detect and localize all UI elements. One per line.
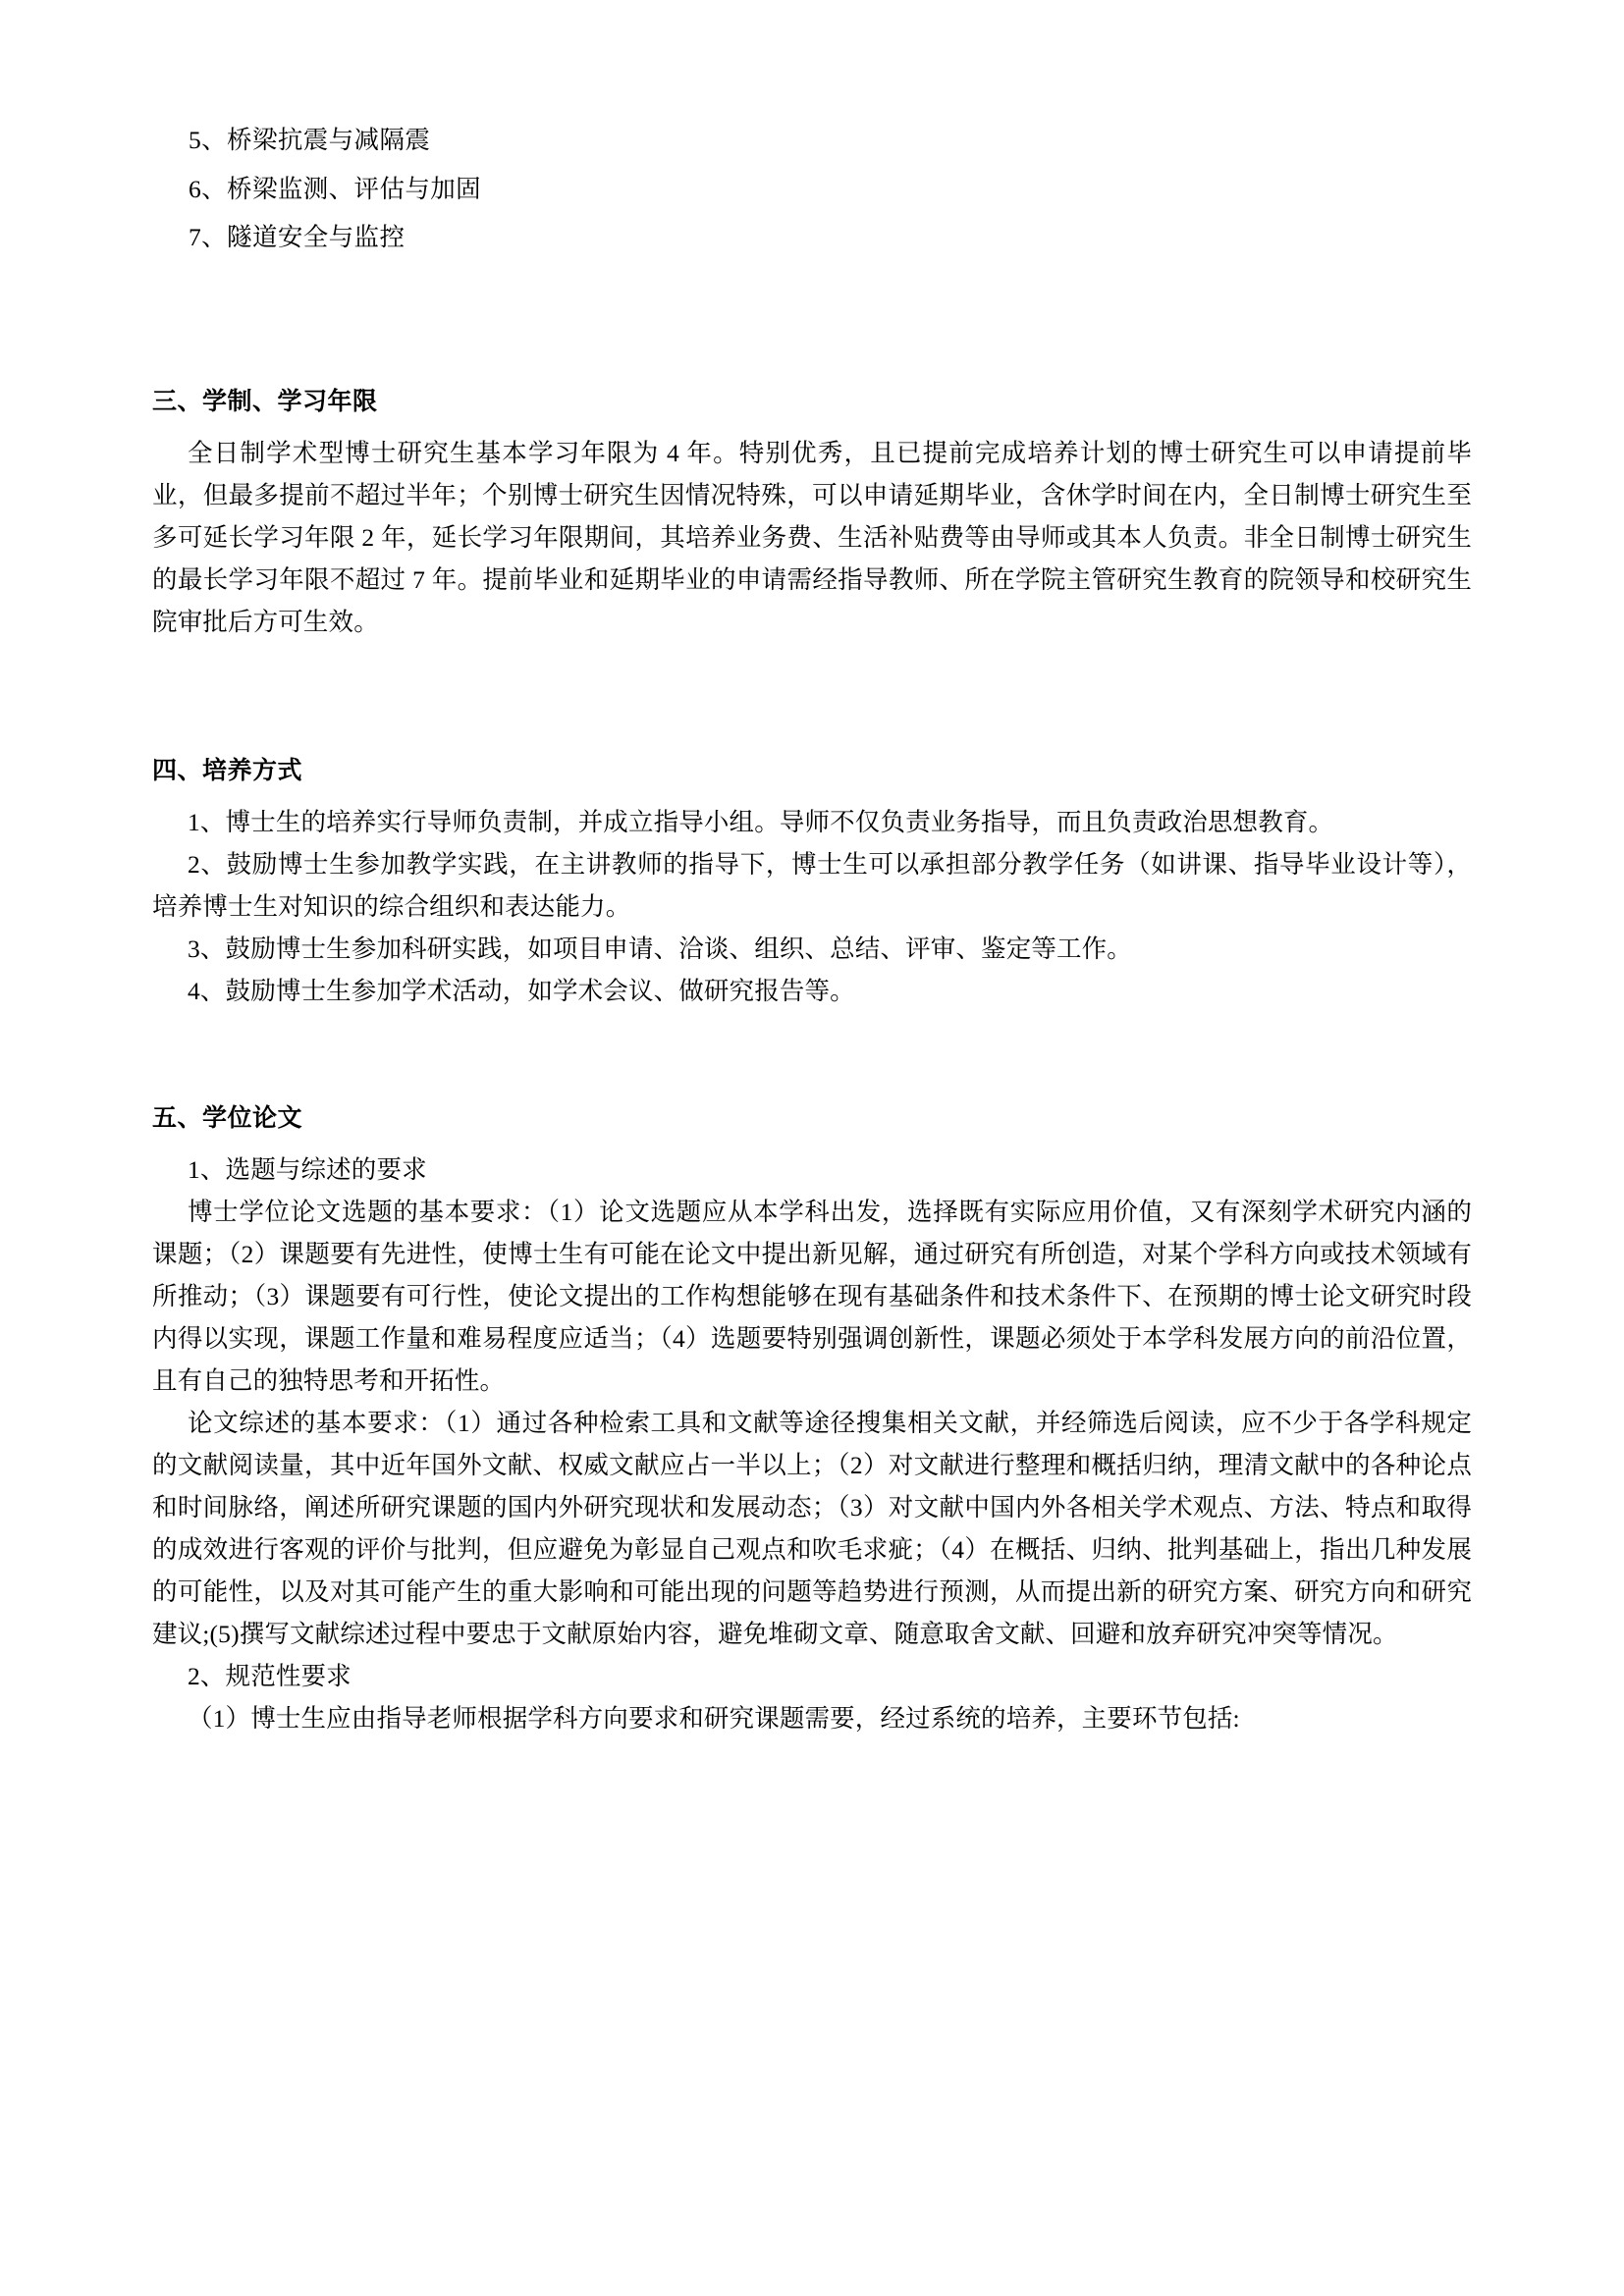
numbered-paragraph-block	[152, 801, 1472, 1012]
section-training-method	[152, 759, 1472, 1012]
section-degree-thesis	[152, 1106, 1472, 1739]
section-study-duration	[152, 390, 1472, 643]
spacer	[152, 643, 1472, 759]
section-heading: 三、学制、学习年限	[152, 388, 378, 415]
paragraph: 2、鼓励博士生参加教学实践，在主讲教师的指导下，博士生可以承担部分教学任务（如讲课、指导毕业设计等），培养博士生对知识的综合组织和表达能力。	[152, 849, 1472, 921]
subheading-topic-review: 1、选题与综述的要求	[188, 1154, 427, 1184]
list-item: 5、桥梁抗震与减隔震	[189, 126, 431, 154]
spacer	[152, 1012, 1472, 1106]
section-heading: 四、培养方式	[152, 757, 303, 784]
document-body	[152, 128, 1472, 1739]
subheading-normative-requirements: 2、规范性要求	[188, 1661, 352, 1690]
paragraph: 4、鼓励博士生参加学术活动，如学术会议、做研究报告等。	[188, 976, 855, 1005]
section-heading: 五、学位论文	[152, 1104, 303, 1132]
paragraph: 论文综述的基本要求：（1）通过各种检索工具和文献等途径搜集相关文献，并经筛选后阅读，应不少于各学科规定的文献阅读量，其中近年国外文献、权威文献应占一半以上；（2）对文献进行整理和概括归纳，理清文献中的各种论点和时间脉络，阐述所研究课题的国内外研究现状和发展动态；（3）对文献中国内外各相关学术观点、方法、特点和取得的成效进行客观的评价与批判，但应避免为彰显自己观点和吹毛求疵；（4）在概括、归纳、批判基础上，指出几种发展的可能性，以及对其可能产生的重大影响和可能出现的问题等趋势进行预测，从而提出新的研究方案、研究方向和研究建议;(5)撰写文献综述过程中要忠于文献原始内容，避免堆砌文章、随意取舍文献、回避和放弃研究冲突等情况。	[152, 1408, 1472, 1648]
spacer	[152, 274, 1472, 390]
paragraph: （1）博士生应由指导老师根据学科方向要求和研究课题需要，经过系统的培养，主要环节包括:	[188, 1703, 1240, 1733]
list-item: 6、桥梁监测、评估与加固	[189, 174, 482, 203]
paragraph: 全日制学术型博士研究生基本学习年限为 4 年。特别优秀，且已提前完成培养计划的博士研究生可以申请提前毕业，但最多提前不超过半年；个别博士研究生因情况特殊，可以申请延期毕业，含休学时间在内，全日制博士研究生至多可延长学习年限 2 年，延长学习年限期间，其培养业务费、生活补贴费等由导师或其本人负责。非全日制博士研究生的最长学习年限不超过 7 年。提前毕业和延期毕业的申请需经指导教师、所在学院主管研究生教育的院领导和校研究生院审批后方可生效。	[152, 438, 1472, 636]
list-item: 7、隧道安全与监控	[189, 223, 406, 251]
topic-list	[152, 128, 1472, 250]
paragraph: 1、博士生的培养实行导师负责制，并成立指导小组。导师不仅负责业务指导，而且负责政治思想教育。	[188, 807, 1334, 836]
paragraph: 3、鼓励博士生参加科研实践，如项目申请、洽谈、组织、总结、评审、鉴定等工作。	[188, 934, 1132, 963]
paragraph: 博士学位论文选题的基本要求：（1）论文选题应从本学科出发，选择既有实际应用价值，又有深刻学术研究内涵的课题；（2）课题要有先进性，使博士生有可能在论文中提出新见解，通过研究有所创造，对某个学科方向或技术领域有所推动；（3）课题要有可行性，使论文提出的工作构想能够在现有基础条件和技术条件下、在预期的博士论文研究时段内得以实现，课题工作量和难易程度应适当；（4）选题要特别强调创新性，课题必须处于本学科发展方向的前沿位置，且有自己的独特思考和开拓性。	[152, 1197, 1472, 1395]
